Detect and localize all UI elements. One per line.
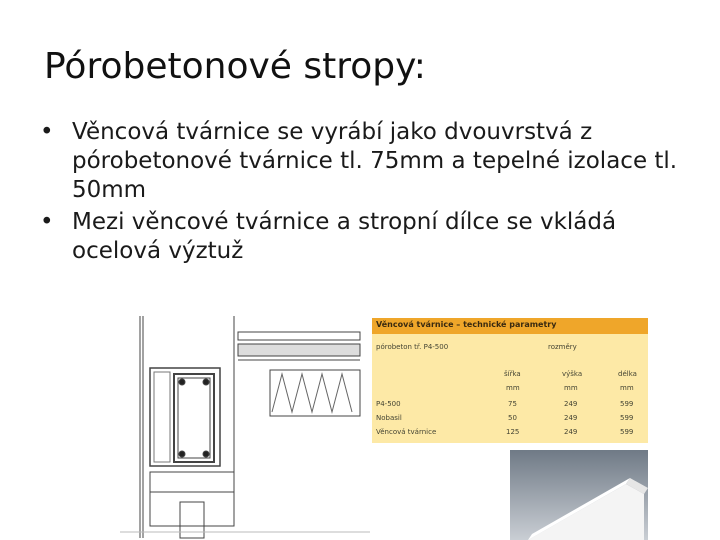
bullet-item (40, 118, 710, 205)
table-cell: 249 (564, 428, 578, 436)
table-unit: mm (506, 384, 520, 392)
table-column-header: délka (618, 370, 637, 378)
ring-beam-section-drawing (110, 312, 370, 540)
table-column-header: výška (562, 370, 583, 378)
table-row-name: P4-500 (376, 400, 401, 408)
table-unit: mm (564, 384, 578, 392)
bullet-dot: • (40, 119, 54, 145)
slide-title: Pórobetonové stropy: (44, 46, 426, 87)
bullet-text: Věncová tvárnice se vyrábí jako dvouvrstvá z pórobetonové tvárnice tl. 75mm a tepelné izolace tl. 50mm (72, 119, 678, 203)
bullet-dot: • (40, 209, 54, 235)
table-row-name: Nobasil (376, 414, 402, 422)
bullet-text: Mezi věncové tvárnice a stropní dílce se vkládá ocelová výztuž (72, 209, 617, 264)
table-cell: 249 (564, 414, 578, 422)
table-column-header: šířka (504, 370, 521, 378)
table-row-name: Věncová tvárnice (376, 428, 437, 436)
bullet-item (40, 208, 710, 266)
table-cell: 249 (564, 400, 578, 408)
table-cell: 125 (506, 428, 520, 436)
table-cell: 50 (508, 414, 517, 422)
ring-block-photo (510, 450, 648, 540)
table-cell: 599 (620, 400, 634, 408)
table-cell: 599 (620, 414, 634, 422)
table-unit: mm (620, 384, 634, 392)
table-title: Věncová tvárnice – technické parametry (376, 320, 557, 329)
table-cell: 599 (620, 428, 634, 436)
parameter-table (372, 318, 648, 443)
table-row-header: pórobeton tř. P4-500 (376, 343, 449, 351)
table-cell: 75 (508, 400, 517, 408)
table-group-header: rozměry (548, 343, 577, 351)
bullet-list (40, 118, 710, 269)
table-title-bar (372, 318, 648, 334)
